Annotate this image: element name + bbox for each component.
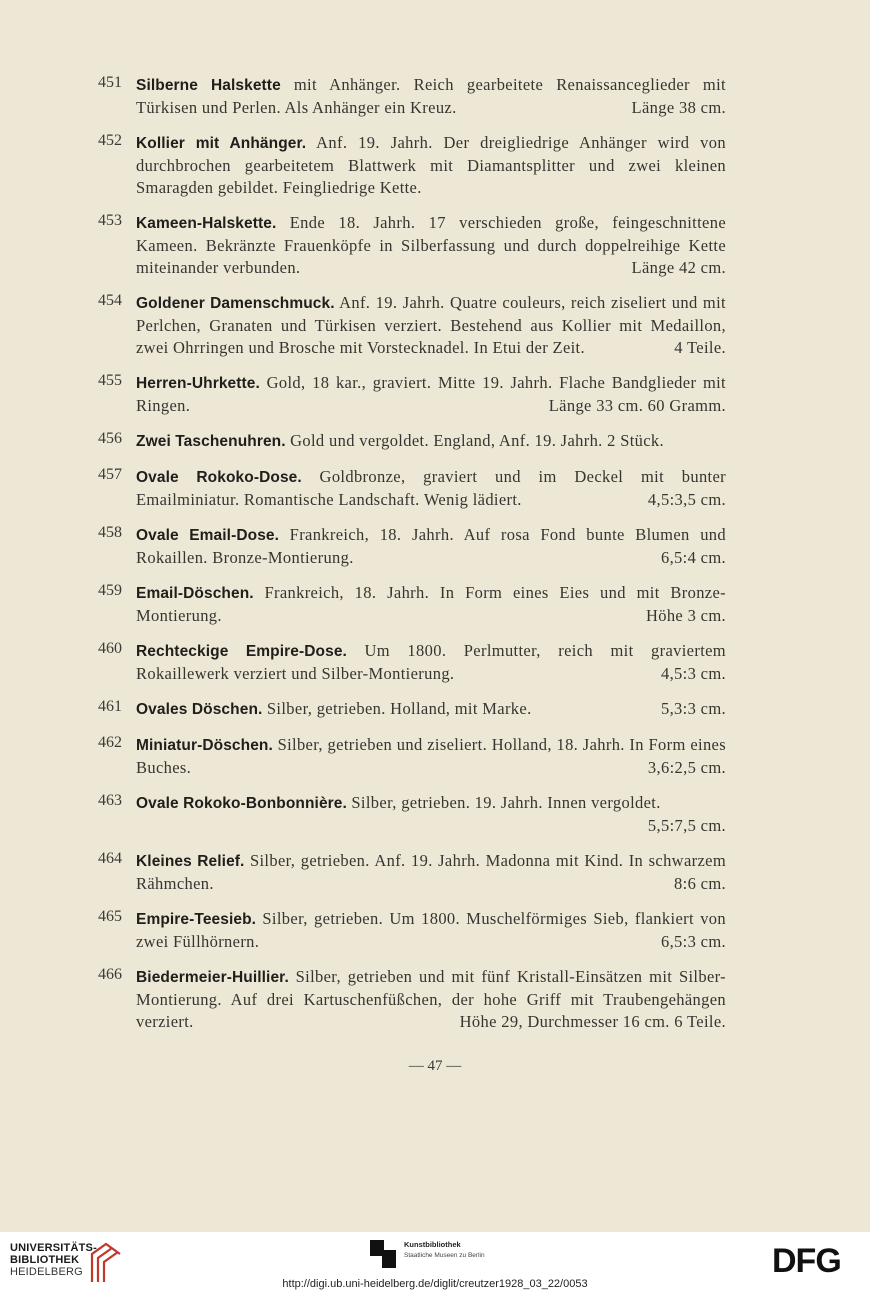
- catalog-entry: [98, 292, 726, 359]
- ub-logo-text: [10, 1242, 97, 1278]
- entry-number: 452: [98, 132, 122, 149]
- entry-measurement: 4 Teile.: [674, 338, 726, 357]
- entry-measurement: 6,5:4 cm.: [660, 548, 726, 567]
- catalog-entry: [98, 640, 726, 685]
- entry-number: 459: [98, 582, 122, 599]
- entry-body: [136, 212, 726, 279]
- kunstbibliothek-logo[interactable]: [370, 1240, 485, 1272]
- entry-title: Empire-Teesieb.: [136, 911, 257, 928]
- entry-body: [136, 850, 726, 895]
- catalog-entry: [98, 466, 726, 511]
- entry-measurement: 3,6:2,5 cm.: [647, 758, 726, 777]
- catalog-entry: [98, 132, 726, 199]
- catalog-entry: [98, 212, 726, 279]
- entry-description: Silber, getrieben und ziseliert. Holland, 18. Jahrh. In Form eines Buches.: [136, 735, 726, 777]
- entry-number: 455: [98, 372, 122, 389]
- entry-description: Silber, getrieben und mit fünf Kristall-Einsätzen mit Silber-Montierung. Auf drei Kartuschenfüßchen, der hohe Griff mit Traubengehängen verziert.: [136, 967, 726, 1031]
- entry-number: 465: [98, 908, 122, 925]
- entry-body: [136, 74, 726, 119]
- entry-title: Herren-Uhrkette.: [136, 375, 260, 392]
- entry-body: [136, 698, 726, 721]
- entry-description: Gold und vergoldet. England, Anf. 19. Jahrh. 2 Stück.: [285, 431, 665, 450]
- entry-body: [136, 734, 726, 779]
- entry-description: Gold, 18 kar., graviert. Mitte 19. Jahrh. Flache Bandglieder mit Ringen.: [136, 373, 726, 415]
- page-number: — 47 —: [408, 1058, 462, 1074]
- entry-body: [136, 292, 726, 359]
- entry-measurement: Länge 42 cm.: [631, 258, 726, 277]
- entry-number: 454: [98, 292, 122, 309]
- kunstbibliothek-icon: [370, 1240, 396, 1268]
- catalog-entry: [98, 372, 726, 417]
- entry-title: Ovale Rokoko-Bonbonnière.: [136, 795, 347, 812]
- entry-title: Ovales Döschen.: [136, 701, 263, 718]
- catalog-entry: [98, 698, 726, 721]
- ub-line-1: UNIVERSITÄTS-: [10, 1242, 97, 1254]
- entry-measurement: 5,3:3 cm.: [660, 699, 726, 718]
- ub-heidelberg-logo[interactable]: [10, 1242, 97, 1278]
- entry-number: 453: [98, 212, 122, 229]
- catalog-entry: [98, 430, 726, 453]
- entry-title: Kollier mit Anhänger.: [136, 135, 307, 152]
- entry-measurement: 8:6 cm.: [674, 874, 726, 893]
- entry-description: Silber, getrieben. 19. Jahrh. Innen vergoldet.: [346, 793, 661, 812]
- entry-measurement: Höhe 29, Durchmesser 16 cm. 6 Teile.: [459, 1012, 726, 1031]
- entry-description: Silber, getrieben. Holland, mit Marke.: [262, 699, 532, 718]
- entry-number: 451: [98, 74, 122, 91]
- entry-body: [136, 372, 726, 417]
- dfg-logo[interactable]: DFG: [772, 1242, 841, 1280]
- entry-body: [136, 792, 726, 837]
- entry-description: Anf. 19. Jahrh. Der dreigliedrige Anhänger wird von durchbrochen gearbeitetem Blattwerk mit Diamantsplitter und zwei kleinen Smaragden gebildet. Feingliedrige Kette.: [136, 133, 726, 197]
- entry-description: mit Anhänger. Reich gearbeitete Renaissanceglieder mit Türkisen und Perlen. Als Anhänger ein Kreuz.: [136, 75, 726, 117]
- entry-body: [136, 430, 726, 453]
- kb-subtitle: Staatliche Museen zu Berlin: [404, 1252, 485, 1259]
- entry-title: Ovale Rokoko-Dose.: [136, 469, 302, 486]
- entry-measurement: 6,5:3 cm.: [660, 932, 726, 951]
- entry-title: Zwei Taschenuhren.: [136, 433, 286, 450]
- entry-title: Silberne Halskette: [136, 77, 281, 94]
- catalog-entry: [98, 582, 726, 627]
- catalog-entry: [98, 74, 726, 119]
- entry-description: Frankreich, 18. Jahrh. Auf rosa Fond bunte Blumen und Rokaillen. Bronze-Montierung.: [136, 525, 726, 567]
- ub-line-3: HEIDELBERG: [10, 1266, 83, 1278]
- entry-number: 457: [98, 466, 122, 483]
- entry-measurement: Höhe 3 cm.: [645, 606, 726, 625]
- catalog-entry: [98, 908, 726, 953]
- entry-title: Email-Döschen.: [136, 585, 254, 602]
- entry-description: Frankreich, 18. Jahrh. In Form eines Eies und mit Bronze-Montierung.: [136, 583, 726, 625]
- entry-title: Goldener Damenschmuck.: [136, 295, 335, 312]
- catalog-entry: [98, 792, 726, 837]
- entry-number: 462: [98, 734, 122, 751]
- entry-title: Kleines Relief.: [136, 853, 245, 870]
- entry-body: [136, 132, 726, 199]
- catalog-entry-list: [98, 74, 726, 1046]
- entry-body: [136, 466, 726, 511]
- ub-line-2: BIBLIOTHEK: [10, 1254, 80, 1266]
- entry-description: Ende 18. Jahrh. 17 verschieden große, feingeschnittene Kameen. Bekränzte Frauenköpfe in Silberfassung und durch doppelreihige Kette miteinander verbunden.: [136, 213, 726, 277]
- kb-title: Kunstbibliothek: [404, 1240, 461, 1249]
- entry-number: 458: [98, 524, 122, 541]
- entry-body: [136, 908, 726, 953]
- entry-body: [136, 966, 726, 1033]
- entry-number: 461: [98, 698, 122, 715]
- catalog-entry: [98, 734, 726, 779]
- entry-measurement: 5,5:7,5 cm.: [647, 816, 726, 835]
- entry-number: 463: [98, 792, 122, 809]
- entry-description: Silber, getrieben. Anf. 19. Jahrh. Madonna mit Kind. In schwarzem Rähmchen.: [136, 851, 726, 893]
- entry-description: Silber, getrieben. Um 1800. Muschelförmiges Sieb, flankiert von zwei Füllhörnern.: [136, 909, 726, 951]
- entry-body: [136, 640, 726, 685]
- entry-number: 466: [98, 966, 122, 983]
- entry-number: 460: [98, 640, 122, 657]
- entry-title: Kameen-Halskette.: [136, 215, 277, 232]
- catalog-entry: [98, 966, 726, 1033]
- permalink-url[interactable]: http://digi.ub.uni-heidelberg.de/diglit/creutzer1928_03_22/0053: [282, 1278, 588, 1290]
- entry-measurement: 4,5:3,5 cm.: [647, 490, 726, 509]
- entry-title: Ovale Email-Dose.: [136, 527, 280, 544]
- entry-description: Um 1800. Perlmutter, reich mit graviertem Rokaillewerk verziert und Silber-Montierung.: [136, 641, 726, 683]
- catalog-entry: [98, 850, 726, 895]
- entry-measurement: Länge 33 cm. 60 Gramm.: [548, 396, 726, 415]
- entry-body: [136, 524, 726, 569]
- catalog-entry: [98, 524, 726, 569]
- entry-measurement: Länge 38 cm.: [631, 98, 726, 117]
- entry-body: [136, 582, 726, 627]
- entry-description: Anf. 19. Jahrh. Quatre couleurs, reich ziseliert und mit Perlchen, Granaten und Türkisen verziert. Bestehend aus Kollier mit Medaillon, zwei Ohrringen und Brosche mit Vorstecknadel. In Etui der Zeit.: [136, 293, 726, 357]
- entry-measurement: 4,5:3 cm.: [660, 664, 726, 683]
- entry-number: 456: [98, 430, 122, 447]
- entry-title: Rechteckige Empire-Dose.: [136, 643, 347, 660]
- entry-title: Biedermeier-Huillier.: [136, 969, 289, 986]
- entry-description: Goldbronze, graviert und im Deckel mit bunter Emailminiatur. Romantische Landschaft. Wenig lädiert.: [136, 467, 726, 509]
- entry-title: Miniatur-Döschen.: [136, 737, 273, 754]
- entry-number: 464: [98, 850, 122, 867]
